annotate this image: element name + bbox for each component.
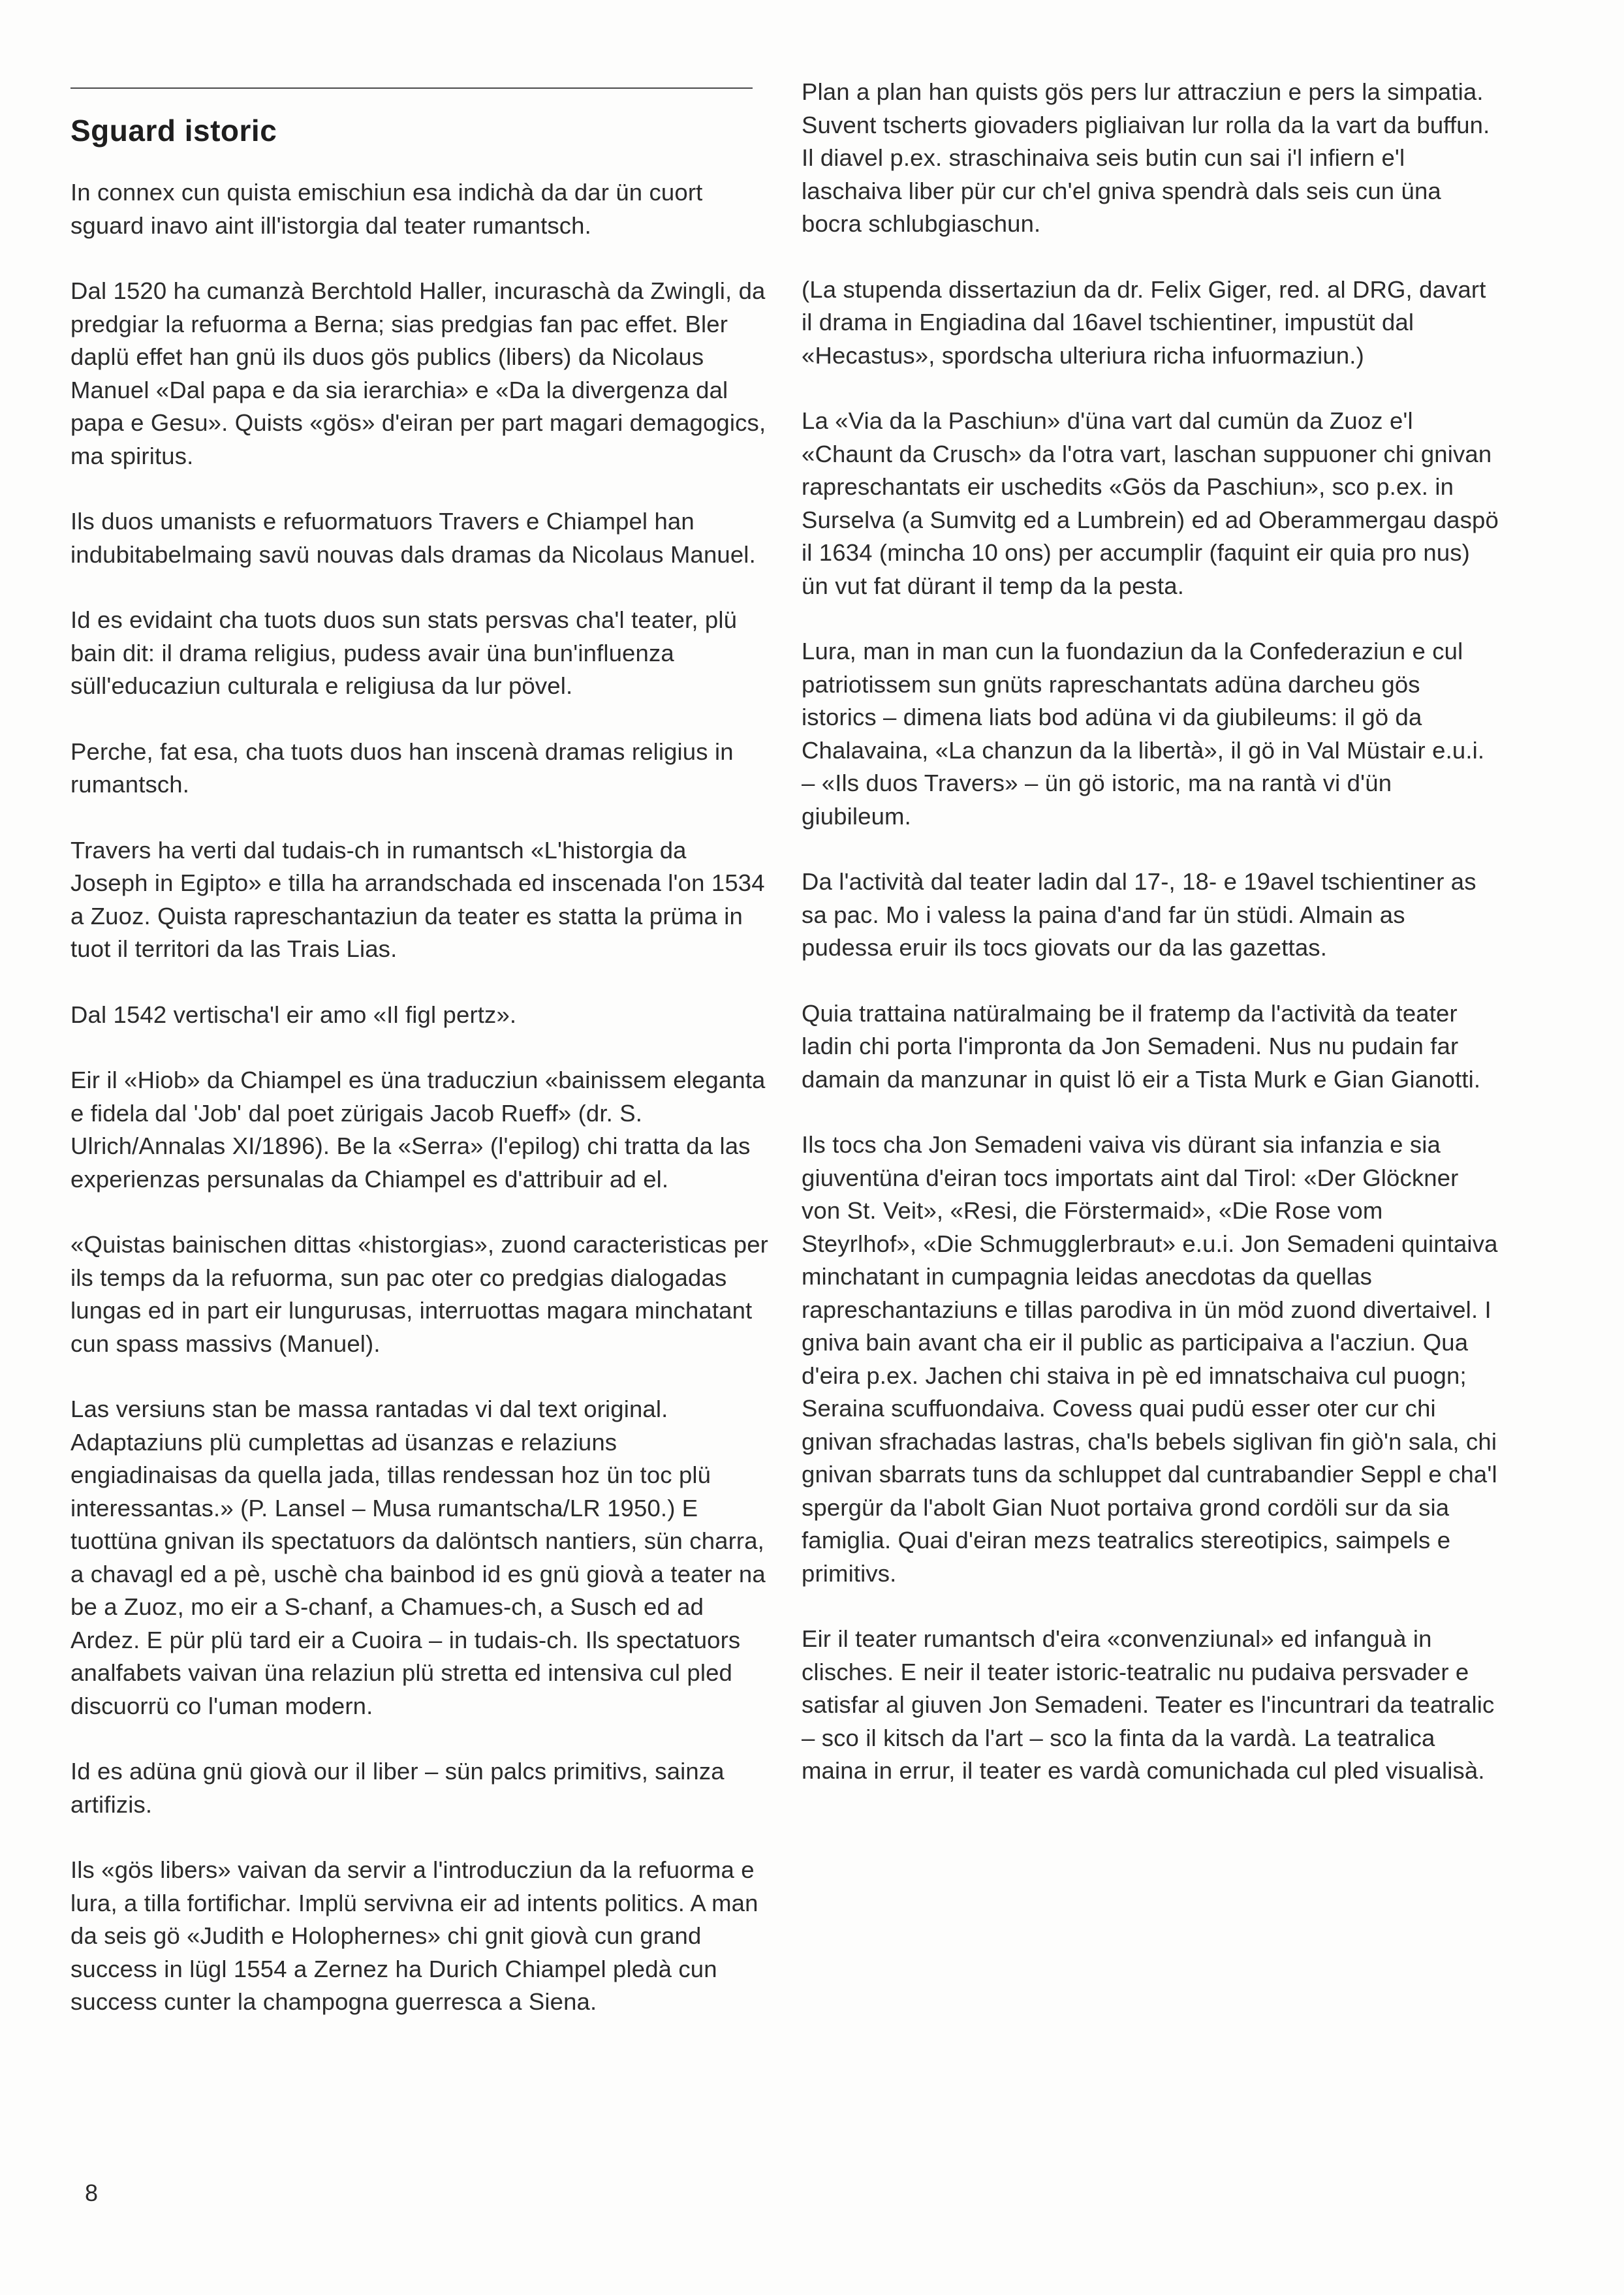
paragraph: Ils duos umanists e refuormatuors Travers e Chiampel han indubitabelmaing savü nouvas dals dramas da Nicolaus Manuel. xyxy=(70,508,756,568)
paragraph: Id es evidaint cha tuots duos sun stats persvas cha'l teater, plü bain dit: il drama religius, pudess avair üna bun'influenza süll'educaziun culturala e religiusa da lur pövel. xyxy=(70,606,738,699)
paragraph: In connex cun quista emischiun esa indichà da dar ün cuort sguard inavo aint ill'istorgia dal teater rumantsch. xyxy=(70,179,703,239)
paragraph: Eir il teater rumantsch d'eira «convenziunal» ed infanguà in clisches. E neir il teater istoric-teatralic nu pudaiva persvader e satisfar al giuven Jon Semadeni. Teater es l'incuntrari da teatralic – sco il kitsch da l'art – sco la finta da la vardà. La teatralica maina in errur, il teater es vardà comunichada cul pled visualisà. xyxy=(802,1625,1495,1784)
paragraph: Id es adüna gnü giovà our il liber – sün palcs primitivs, sainza artifizis. xyxy=(70,1758,725,1818)
paragraph: «Quistas bainischen dittas «historgias», zuond caracteristicas per ils temps da la refuorma, sun pac oter co predgias dialogadas lungas ed in part eir lungurusas, interruottas magara minchatant cun spass massivs (Manuel). xyxy=(70,1231,768,1357)
paragraph: Dal 1520 ha cumanzà Berchtold Haller, incuraschà da Zwingli, da predgiar la refuorma a Berna; sias predgias fan pac effet. Bler daplü effet han gnü ils duos gös publics (libers) da Nicolaus Manuel «Dal papa e da sia ierarchia» e «Da la divergenza dal papa e Gesu». Quists «gös» d'eiran per part magari demagogics, ma spiritus. xyxy=(70,277,766,469)
paragraph: (La stupenda dissertaziun da dr. Felix Giger, red. al DRG, davart il drama in Engiadina dal 16avel tschientiner, impustüt dal «Hecastus», spordscha ulteriura richa infuormaziun.) xyxy=(802,275,1486,369)
paragraph: Lura, man in man cun la fuondaziun da la Confederaziun e cul patriotissem sun gnüts rapreschantats adüna darcheu gös istorics – dimena liats bod adüna vi da giubileums: il gö da Chalavaina, «La chanzun da la libertà», il gö in Val Müstair e.u.i. – «Ils duos Travers» – ün gö istoric, ma na rantà vi d'ün giubileum. xyxy=(802,638,1485,830)
paragraph: Perche, fat esa, cha tuots duos han inscenà dramas religius in rumantsch. xyxy=(70,738,734,798)
right-column xyxy=(802,76,1500,1820)
left-column xyxy=(70,112,769,2052)
paragraph: Eir il «Hiob» da Chiampel es üna traducziun «bainissem eleganta e fidela dal 'Job' dal poet zürigais Jacob Rueff» (dr. S. Ulrich/Annalas XI/1896). Be la «Serra» (l'epilog) chi tratta da las experienzas persunalas da Chiampel es d'attribuir ad el. xyxy=(70,1067,766,1193)
top-rule xyxy=(70,87,753,89)
paragraph: Da l'actività dal teater ladin dal 17-, 18- e 19avel tschientiner as sa pac. Mo i valess la paina d'and far ün stüdi. Almain as pudessa eruir ils tocs giovats our da las gazettas. xyxy=(802,868,1476,961)
paragraph: La «Via da la Paschiun» d'üna vart dal cumün da Zuoz e'l «Chaunt da Crusch» da l'otra vart, laschan suppuoner chi gnivan rapreschantats eir uschedits «Gös da Paschiun», sco p.ex. in Surselva (a Sumvitg ed a Lumbrein) ed ad Oberammergau daspö il 1634 (mincha 10 ons) per accumplir (faquint eir quia pro nus) ün vut fat dürant il temp da la pesta. xyxy=(802,407,1499,599)
paragraph: Las versiuns stan be massa rantadas vi dal text original. Adaptaziuns plü cumplettas ad üsanzas e relaziuns engiadinaisas da quella jada, tillas rendessan hoz ün toc plü interessantas.» (P. Lansel – Musa rumantscha/LR 1950.) E tuottüna gnivan ils spectatuors da dalöntsch nantiers, sün charra, a chavagl ed a pè, uschè cha bainbod id es gnü giovà a teater na be a Zuoz, mo eir a S-chanf, a Chamues-ch, a Susch ed ad Ardez. E pür plü tard eir a Cuoira – in tudais-ch. Ils spectatuors analfabets vaivan üna relaziun plü stretta ed intensiva cul pled discuorrü co l'uman modern. xyxy=(70,1396,766,1719)
paragraph: Travers ha verti dal tudais-ch in rumantsch «L'historgia da Joseph in Egipto» e tilla ha arrandschada ed inscenada l'on 1534 a Zuoz. Quista rapreschantaziun da teater es statta la prüma in tuot il territori da las Trais Lias. xyxy=(70,836,765,962)
paragraph: Plan a plan han quists gös pers lur attracziun e pers la simpatia. Suvent tscherts giovaders pigliaivan lur rolla da la vart da buffun. Il diavel p.ex. straschinaiva seis butin cun sai i'l infiern e'l laschaiva liber pür cur ch'el gniva spendrà dals seis cun üna bocra schlubgiaschun. xyxy=(802,78,1490,237)
page-number: 8 xyxy=(85,2179,99,2206)
paragraph: Ils tocs cha Jon Semadeni vaiva vis dürant sia infanzia e sia giuventüna d'eiran tocs importats aint dal Tirol: «Der Glöckner von St. Veit», «Resi, die Förstermaid», «Die Rose vom Steyrlhof», «Die Schmugglerbraut» e.u.i. Jon Semadeni quintaiva minchatant in cumpagnia leidas anecdotas da quellas rapreschantaziuns e tillas parodiva in ün möd zuond divertaivel. I gniva bain avant cha eir il public as participaiva a l'acziun. Qua d'eira p.ex. Jachen chi staiva in pè ed imnatschaiva cul puogn; Seraina scuffuondaiva. Covess quai pudü esser oter cur chi gnivan sfrachadas lastras, cha'ls bebels siglivan fin giò'n sala, chi gnivan sbarrats tuns da schluppet dal cuntrabandier Seppl e cha'l spergür da l'abolt Gian Nuot portaiva grond cordöli sur da sia famiglia. Quai d'eiran mezs teatralics stereotipics, saimpels e primitivs. xyxy=(802,1131,1498,1587)
paragraph: Dal 1542 vertischa'l eir amo «Il figl pertz». xyxy=(70,1001,517,1028)
paragraph: Quia trattaina natüralmaing be il fratemp da l'actività da teater ladin chi porta l'impronta da Jon Semadeni. Nus nu pudain far damain da manzunar in quist lö eir a Tista Murk e Gian Gianotti. xyxy=(802,999,1481,1093)
section-heading: Sguard istoric xyxy=(70,114,277,148)
paragraph: Ils «gös libers» vaivan da servir a l'introducziun da la refuorma e lura, a tilla fortifichar. Implü servivna eir ad intents politics. A man da seis gö «Judith e Holophernes» chi gnit giovà cun grand success in lügl 1554 a Zernez ha Durich Chiampel pledà cun success cunter la champogna guerresca a Siena. xyxy=(70,1856,758,2015)
